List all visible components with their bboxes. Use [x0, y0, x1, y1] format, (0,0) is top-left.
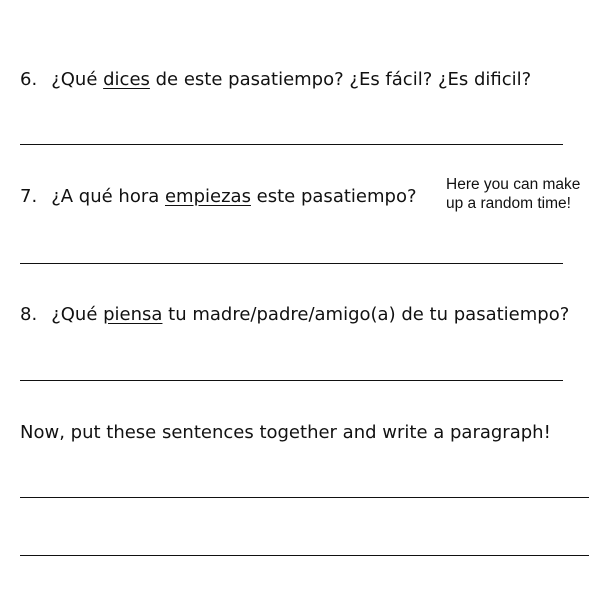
question-text-end: tu madre/padre/amigo(a) de tu pasatiempo?	[162, 304, 570, 325]
question-number: 6.	[20, 69, 38, 90]
side-note-line-1: Here you can make	[446, 176, 581, 193]
question-7	[20, 188, 417, 206]
question-number: 7.	[20, 186, 38, 207]
question-text-start: ¿Qué	[51, 304, 104, 325]
side-note	[446, 175, 580, 213]
answer-line-7[interactable]	[20, 263, 563, 264]
question-text-start: ¿A qué hora	[51, 186, 165, 207]
underlined-verb: piensa	[103, 304, 163, 325]
answer-line-8[interactable]	[20, 380, 563, 381]
answer-line-6[interactable]	[20, 144, 563, 145]
question-text-start: ¿Qué	[51, 69, 104, 90]
side-note-line-2: up a random time!	[446, 195, 571, 212]
paragraph-line-2[interactable]	[20, 555, 589, 556]
question-8	[20, 306, 569, 324]
question-text-end: de este pasatiempo? ¿Es fácil? ¿Es dificil?	[149, 69, 532, 90]
question-number: 8.	[20, 304, 38, 325]
question-text-end: este pasatiempo?	[250, 186, 417, 207]
underlined-verb: dices	[103, 69, 150, 90]
underlined-verb: empiezas	[164, 186, 251, 207]
question-6	[20, 71, 531, 89]
paragraph-prompt: Now, put these sentences together and write a paragraph!	[20, 422, 551, 443]
paragraph-line-1[interactable]	[20, 497, 589, 498]
